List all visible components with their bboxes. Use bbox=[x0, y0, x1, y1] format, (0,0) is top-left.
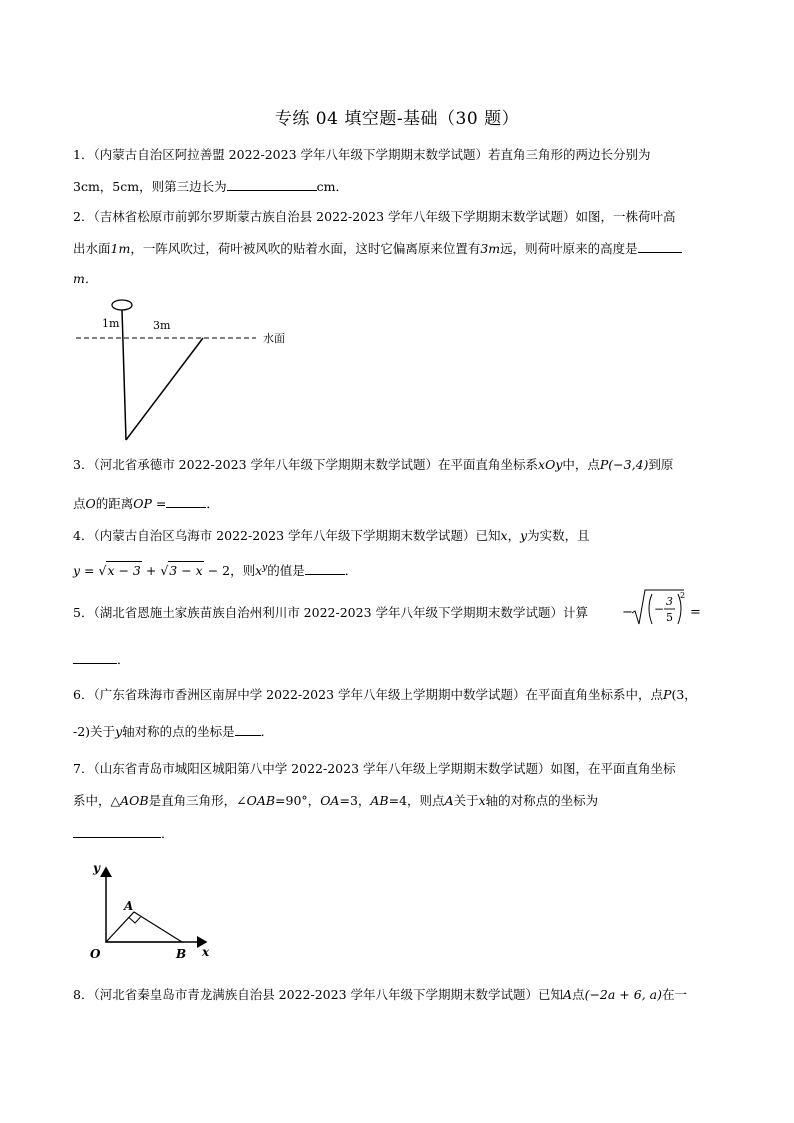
q7-angle: ∠OAB bbox=[236, 793, 276, 808]
q4-end: ． bbox=[344, 563, 358, 579]
q7-end: ． bbox=[161, 826, 174, 841]
q1-text-b: 3cm，5cm，则第三边长为 bbox=[73, 179, 227, 194]
q7-line-3 bbox=[73, 824, 174, 843]
q1-line-1 bbox=[73, 146, 651, 164]
fig-label-b: B bbox=[176, 947, 187, 961]
q2-answer-blank[interactable] bbox=[638, 239, 682, 253]
q2-number: 2． bbox=[73, 209, 94, 224]
q3-text-b2: 的距离 bbox=[95, 496, 134, 511]
q3-point: P(−3,4) bbox=[599, 457, 649, 472]
q4-plus: + bbox=[141, 563, 161, 579]
q2-text-b3: 远，则荷叶原来的高度是 bbox=[500, 241, 638, 256]
q3-source: （河北省承德市 2022-2023 学年八年级下学期期末数学试题） bbox=[93, 457, 438, 472]
q4-var-y: y bbox=[520, 528, 528, 543]
q8-text-a1: 已知 bbox=[538, 987, 564, 1002]
q4-text-a1: 已知 bbox=[475, 528, 501, 543]
q5-expression bbox=[622, 586, 712, 636]
q3-answer-blank[interactable] bbox=[166, 494, 206, 508]
q4-source: （内蒙古自治区乌海市 2022-2023 学年八年级下学期期末数学试题） bbox=[93, 528, 476, 543]
fig-label-water: 水面 bbox=[263, 332, 285, 345]
q6-line-2 bbox=[73, 722, 273, 741]
q7-line-1 bbox=[73, 760, 676, 778]
q6-text-b1: -2)关于 bbox=[73, 724, 116, 739]
q4-text-a2: ， bbox=[507, 528, 521, 543]
q5-equals: = bbox=[690, 605, 701, 620]
q1-text-a: 若直角三角形的两边长分别为 bbox=[488, 147, 651, 162]
q6-point: P bbox=[663, 687, 672, 702]
q4-base: x bbox=[255, 563, 263, 579]
q3-end: ． bbox=[206, 496, 219, 511]
q7-ab: AB bbox=[370, 793, 389, 808]
q4-text-a3: 为实数，且 bbox=[527, 528, 590, 543]
lotus-stem-bent bbox=[126, 338, 203, 440]
q3-number: 3． bbox=[73, 457, 94, 472]
q7-answer-blank[interactable] bbox=[73, 824, 161, 838]
q6-text-a2: (3， bbox=[671, 687, 697, 702]
q8-source: （河北省秦皇岛市青龙满族自治县 2022-2023 学年八年级下学期期末数学试题） bbox=[93, 987, 538, 1002]
q6-end: ． bbox=[260, 724, 274, 739]
q5-inner-minus: − bbox=[654, 602, 665, 616]
q4-exponent: y bbox=[262, 563, 268, 573]
q4-text-b1: ，则 bbox=[230, 563, 256, 579]
q2-text-c: m． bbox=[73, 271, 98, 286]
q3-coord-sys: xOy bbox=[538, 457, 563, 472]
q8-line-1 bbox=[73, 986, 687, 1004]
q7-text-a: 如图，在平面直角坐标 bbox=[550, 761, 676, 776]
q1-number: 1． bbox=[73, 147, 94, 162]
q2-line-2 bbox=[73, 239, 682, 258]
q8-text-a2: 点 bbox=[572, 987, 585, 1002]
q3-line-2 bbox=[73, 494, 219, 513]
fig-label-a: A bbox=[124, 899, 134, 913]
triangle-aob bbox=[106, 912, 182, 942]
sqrt-icon: √ bbox=[98, 563, 107, 579]
q4-var-x: x bbox=[500, 528, 508, 543]
q3-op: OP = bbox=[133, 496, 167, 511]
q8-point: A bbox=[563, 987, 573, 1002]
fig-label-y: y bbox=[93, 861, 100, 875]
q4-radicand-2: 3 − x bbox=[169, 563, 203, 579]
q2-text-a: 如图，一株荷叶高 bbox=[575, 209, 676, 224]
right-angle-mark bbox=[129, 917, 141, 923]
q7-text-b2: 是直角三角形， bbox=[148, 793, 237, 808]
q3-line-1 bbox=[73, 456, 673, 474]
q6-number: 6． bbox=[73, 687, 94, 702]
q4-line-2 bbox=[73, 558, 357, 580]
q7-point-a: A bbox=[444, 793, 454, 808]
q5-end: ． bbox=[117, 652, 130, 667]
fig-label-o: O bbox=[90, 947, 101, 961]
q1-source: （内蒙古自治区阿拉善盟 2022-2023 学年八年级下学期期末数学试题） bbox=[93, 147, 488, 162]
q4-text-b2: 的值是 bbox=[267, 563, 305, 579]
q2-line-1 bbox=[73, 208, 676, 226]
q2-text-b1: 出水面 bbox=[73, 241, 111, 256]
q7-coordinate-figure bbox=[84, 858, 224, 968]
q5-line-2 bbox=[73, 650, 130, 669]
q7-oa: OA bbox=[320, 793, 340, 808]
q4-eq-left: y = bbox=[73, 563, 99, 579]
q8-coords: (−2a + 6, a) bbox=[584, 987, 662, 1002]
q1-unit: cm． bbox=[316, 179, 348, 194]
fig-label-3m: 3m bbox=[153, 319, 171, 332]
q1-answer-blank[interactable] bbox=[227, 177, 317, 191]
q7-text-b3: =90°， bbox=[275, 793, 321, 808]
q3-text-a1: 在平面直角坐标系 bbox=[438, 457, 539, 472]
q5-line-1 bbox=[73, 604, 588, 622]
q5-text-a: 计算 bbox=[563, 605, 589, 620]
q5-minus: − bbox=[622, 605, 633, 620]
q6-axis: y bbox=[115, 724, 123, 739]
q7-text-b6: 关于 bbox=[453, 793, 479, 808]
q3-text-a2: 中，点 bbox=[562, 457, 600, 472]
q7-text-b4: =3， bbox=[339, 793, 371, 808]
q8-number: 8． bbox=[73, 987, 94, 1002]
q3-text-a3: 到原 bbox=[648, 457, 674, 472]
q7-number: 7． bbox=[73, 761, 94, 776]
q5-frac-den: 5 bbox=[666, 611, 673, 624]
q5-exponent: 2 bbox=[680, 591, 686, 600]
page-title: 专练 04 填空题-基础（30 题） bbox=[274, 109, 520, 129]
lotus-leaf-icon bbox=[112, 300, 132, 310]
sqrt-icon: √ bbox=[160, 563, 169, 579]
q2-source: （吉林省松原市前郭尔罗斯蒙古族自治县 2022-2023 学年八年级下学期期末数学试题） bbox=[93, 209, 576, 224]
q8-text-a3: 在一 bbox=[661, 987, 687, 1002]
q2-text-b2: ，一阵风吹过，荷叶被风吹的贴着水面，这时它偏离原来位置有 bbox=[130, 241, 481, 256]
q2-line-3 bbox=[73, 270, 97, 288]
q7-text-b7: 轴的对称点的坐标为 bbox=[485, 793, 599, 808]
q7-axis-x: x bbox=[478, 793, 486, 808]
q6-line-1 bbox=[73, 686, 697, 704]
q6-source: （广东省珠海市香洲区南屏中学 2022-2023 学年八年级上学期期中数学试题） bbox=[93, 687, 526, 702]
fig-label-x: x bbox=[202, 945, 210, 959]
q3-origin: O bbox=[85, 496, 96, 511]
q7-text-b1: 系中， bbox=[73, 793, 111, 808]
q4-line-1 bbox=[73, 527, 590, 545]
q2-val-3m: 3m bbox=[480, 241, 501, 256]
q4-radicand-1: x − 3 bbox=[107, 563, 141, 579]
fig-label-1m: 1m bbox=[102, 317, 120, 330]
q6-text-b2: 轴对称的点的坐标是 bbox=[122, 724, 235, 739]
q2-val-1m: 1m bbox=[110, 241, 131, 256]
q3-text-b1: 点 bbox=[73, 496, 86, 511]
lotus-stem-original bbox=[122, 310, 126, 440]
q7-triangle: △AOB bbox=[110, 793, 149, 808]
q4-eq-right: − 2 bbox=[203, 563, 231, 579]
q4-answer-blank[interactable] bbox=[305, 561, 345, 575]
q5-source: （湖北省恩施土家族苗族自治州利川市 2022-2023 学年八年级下学期期末数学试题） bbox=[93, 605, 563, 620]
q7-text-b5: =4，则点 bbox=[388, 793, 445, 808]
q7-source: （山东省青岛市城阳区城阳第八中学 2022-2023 学年八年级上学期期末数学试题） bbox=[93, 761, 551, 776]
q6-text-a1: 在平面直角坐标系中，点 bbox=[525, 687, 664, 702]
q1-line-2 bbox=[73, 177, 348, 196]
q6-answer-blank[interactable] bbox=[235, 722, 261, 736]
q5-answer-blank[interactable] bbox=[73, 650, 117, 664]
q5-number: 5． bbox=[73, 605, 94, 620]
q2-lotus-figure bbox=[70, 296, 310, 446]
q4-number: 4． bbox=[73, 528, 94, 543]
q7-line-2 bbox=[73, 792, 598, 810]
q5-frac-num: 3 bbox=[666, 595, 673, 608]
